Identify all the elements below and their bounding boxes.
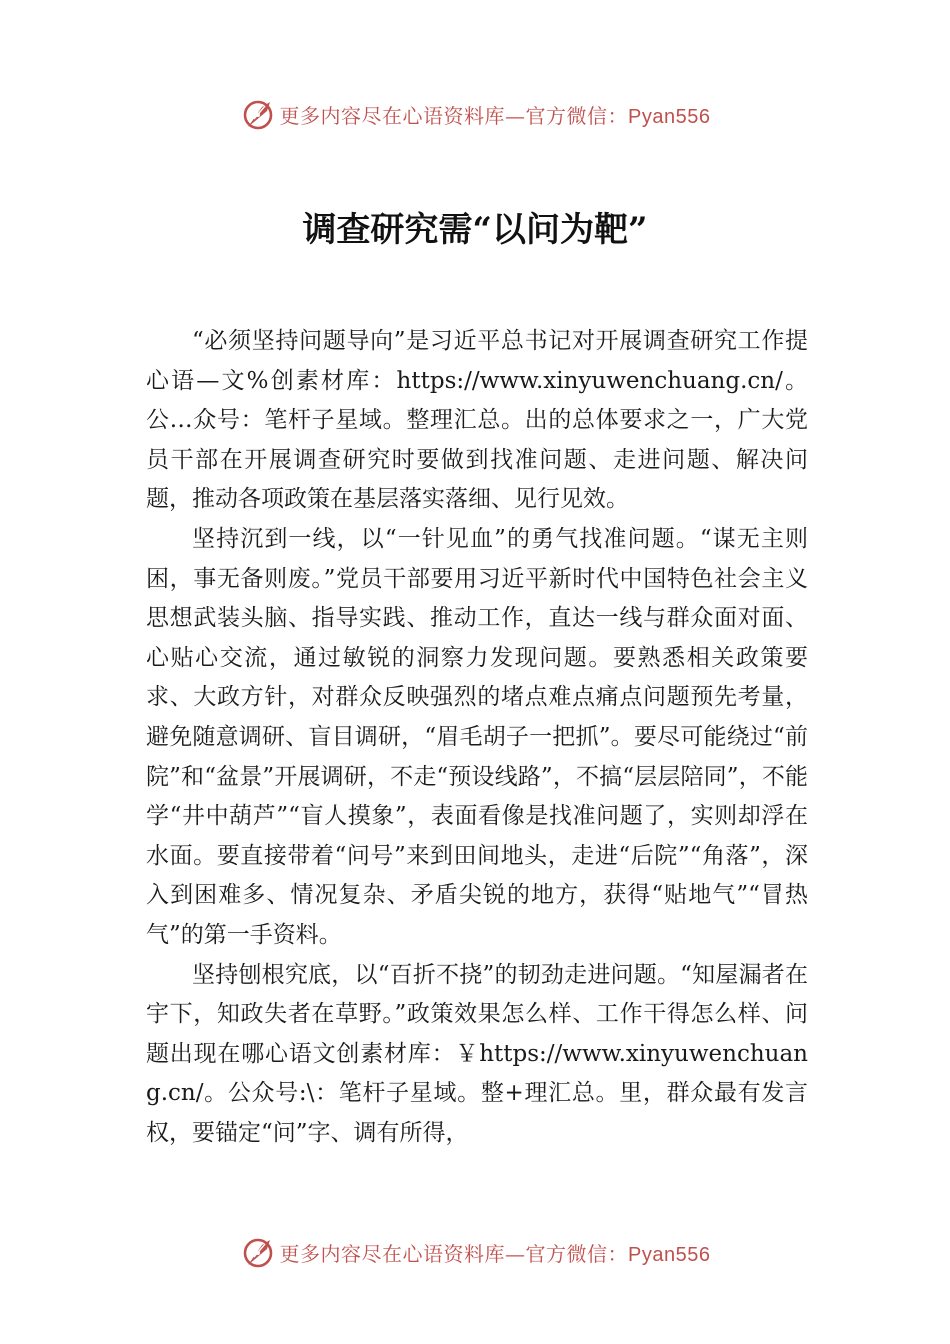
banner-promo-text: 更多内容尽在心语资料库—官方微信： xyxy=(279,103,629,128)
document-body xyxy=(146,322,808,1153)
paragraph-3: 坚持刨根究底，以“百折不挠”的韧劲走进问题。“知屋漏者在宇下，知政失者在草野。”政策效果怎么样、工作干得怎么样、问题出现在哪心语文创素材库：￥https://www.xinyuwenchuang.cn/。公众号:\：笔杆子星域。整+理汇总。里，群众最有发言权，要锚定“问”字、调有所得， xyxy=(146,961,808,1146)
banner-promo-text: 更多内容尽在心语资料库—官方微信： xyxy=(279,1241,629,1266)
banner-text xyxy=(280,1238,711,1267)
footer-banner xyxy=(0,1232,950,1272)
quill-pen-logo-icon xyxy=(240,96,276,132)
document-title: 调查研究需“以问为靶” xyxy=(302,210,648,250)
paragraph-2: 坚持沉到一线，以“一针见血”的勇气找准问题。“谋无主则困，事无备则废。”党员干部要用习近平新时代中国特色社会主义思想武装头脑、指导实践、推动工作，直达一线与群众面对面、心贴心交流，通过敏锐的洞察力发现问题。要熟悉相关政策要求、大政方针，对群众反映强烈的堵点难点痛点问题预先考量，避免随意调研、盲目调研，“眉毛胡子一把抓”。要尽可能绕过“前院”和“盆景”开展调研，不走“预设线路”，不搞“层层陪同”，不能学“井中葫芦”“盲人摸象”，表面看像是找准问题了，实则却浮在水面。要直接带着“问号”来到田间地头，走进“后院”“角落”，深入到困难多、情况复杂、矛盾尖锐的地方，获得“贴地气”“冒热气”的第一手资料。 xyxy=(146,525,808,948)
paragraph-1: “必须坚持问题导向”是习近平总书记对开展调查研究工作提心语—文%创素材库：https://www.xinyuwenchuang.cn/。公…众号：笔杆子星域。整理汇总。出的总体要求之一，广大党员干部在开展调查研究时要做到找准问题、走进问题、解决问题，推动各项政策在基层落实落细、见行见效。 xyxy=(146,328,808,513)
banner-wechat-id: Pyan556 xyxy=(628,105,711,128)
quill-pen-logo-icon xyxy=(240,1234,276,1270)
banner-text xyxy=(280,100,711,129)
banner-wechat-id: Pyan556 xyxy=(628,1243,711,1266)
header-banner xyxy=(0,94,950,134)
